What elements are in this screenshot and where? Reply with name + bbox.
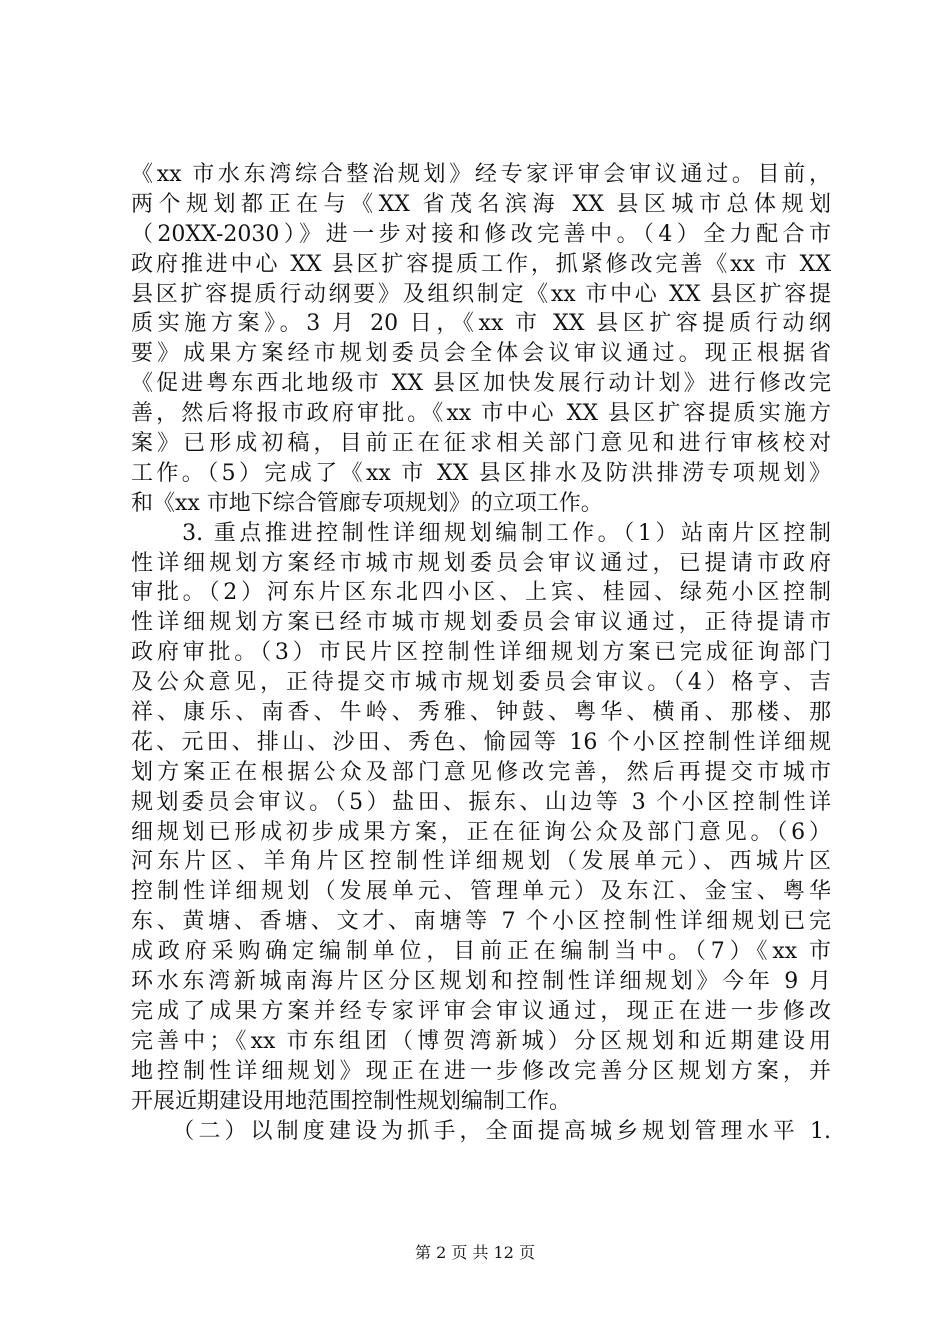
text-line: 地控制性详细规划》现正在进一步修改完善分区规划方案，并 (131, 1058, 831, 1084)
text-line: 政府推进中心 XX 县区扩容提质工作，抓紧修改完善《xx 市 XX (131, 251, 831, 277)
text-line: （20XX-2030）》进一步对接和修改完善中。（4）全力配合市 (131, 221, 831, 247)
text-line: 祥、康乐、南香、牛岭、秀雅、钟鼓、粤华、横甬、那楼、那 (131, 700, 831, 726)
text-line: 成政府采购确定编制单位，目前正在编制当中。（7）《xx 市 (131, 939, 831, 965)
text-line: 性详细规划方案已经市城市规划委员会审议通过，正待提请市 (131, 610, 831, 636)
text-line: 县区扩容提质行动纲要》及组织制定《xx 市中心 XX 县区扩容提 (131, 281, 831, 307)
text-line: 东、黄塘、香塘、文才、南塘等 7 个小区控制性详细规划已完 (131, 909, 831, 935)
text-line: 完成了成果方案并经专家评审会审议通过，现正在进一步修改 (131, 998, 831, 1024)
document-body (131, 160, 831, 1146)
text-line: 和《xx 市地下综合管廊专项规划》的立项工作。 (131, 490, 603, 516)
text-line: 质实施方案》。3 月 20 日，《xx 市 XX 县区扩容提质行动纲 (131, 311, 831, 337)
text-line: 完善中；《xx 市东组团（博贺湾新城）分区规划和近期建设用 (131, 1028, 831, 1054)
text-line: 案》已形成初稿，目前正在征求相关部门意见和进行审核校对 (131, 431, 831, 457)
text-line: 控制性详细规划（发展单元、管理单元）及东江、金宝、粤华 (131, 879, 831, 905)
text-line: 环水东湾新城南海片区分区规划和控制性详细规划》今年 9 月 (131, 969, 831, 995)
text-line: 《xx 市水东湾综合整治规划》经专家评审会审议通过。目前， (131, 162, 831, 187)
text-line: （二）以制度建设为抓手，全面提高城乡规划管理水平 1. (131, 1118, 831, 1144)
text-line: 善，然后将报市政府审批。《xx 市中心 XX 县区扩容提质实施方 (131, 401, 831, 427)
text-line: 河东片区、羊角片区控制性详细规划（发展单元）、西城片区 (131, 849, 831, 875)
text-line: 政府审批。（3）市民片区控制性详细规划方案已完成征询部门 (131, 640, 831, 666)
text-line: 及公众意见，正待提交市城市规划委员会审议。（4）格亨、吉 (131, 670, 831, 696)
text-line: 《促进粤东西北地级市 XX 县区加快发展行动计划》进行修改完 (131, 371, 831, 397)
text-line: 3. 重点推进控制性详细规划编制工作。（1）站南片区控制 (131, 520, 831, 546)
text-line: 两个规划都正在与《XX 省茂名滨海 XX 县区城市总体规划 (131, 191, 831, 217)
text-line: 规划委员会审议。（5）盐田、振东、山边等 3 个小区控制性详 (131, 789, 831, 815)
text-line: 细规划已形成初步成果方案，正在征询公众及部门意见。（6） (131, 819, 831, 845)
text-line: 要》成果方案经市规划委员会全体会议审议通过。现正根据省 (131, 341, 831, 367)
page-footer: 第 2 页 共 12 页 (415, 1243, 535, 1262)
text-line: 划方案正在根据公众及部门意见修改完善，然后再提交市城市 (131, 759, 831, 785)
text-line: 工作。（5）完成了《xx 市 XX 县区排水及防洪排涝专项规划》 (131, 460, 831, 486)
text-line: 性详细规划方案经市城市规划委员会审议通过，已提请市政府 (131, 550, 831, 576)
text-line: 开展近期建设用地范围控制性规划编制工作。 (131, 1088, 572, 1114)
text-line: 花、元田、排山、沙田、秀色、愉园等 16 个小区控制性详细规 (131, 729, 831, 755)
text-line: 审批。（2）河东片区东北四小区、上宾、桂园、绿苑小区控制 (131, 580, 831, 606)
